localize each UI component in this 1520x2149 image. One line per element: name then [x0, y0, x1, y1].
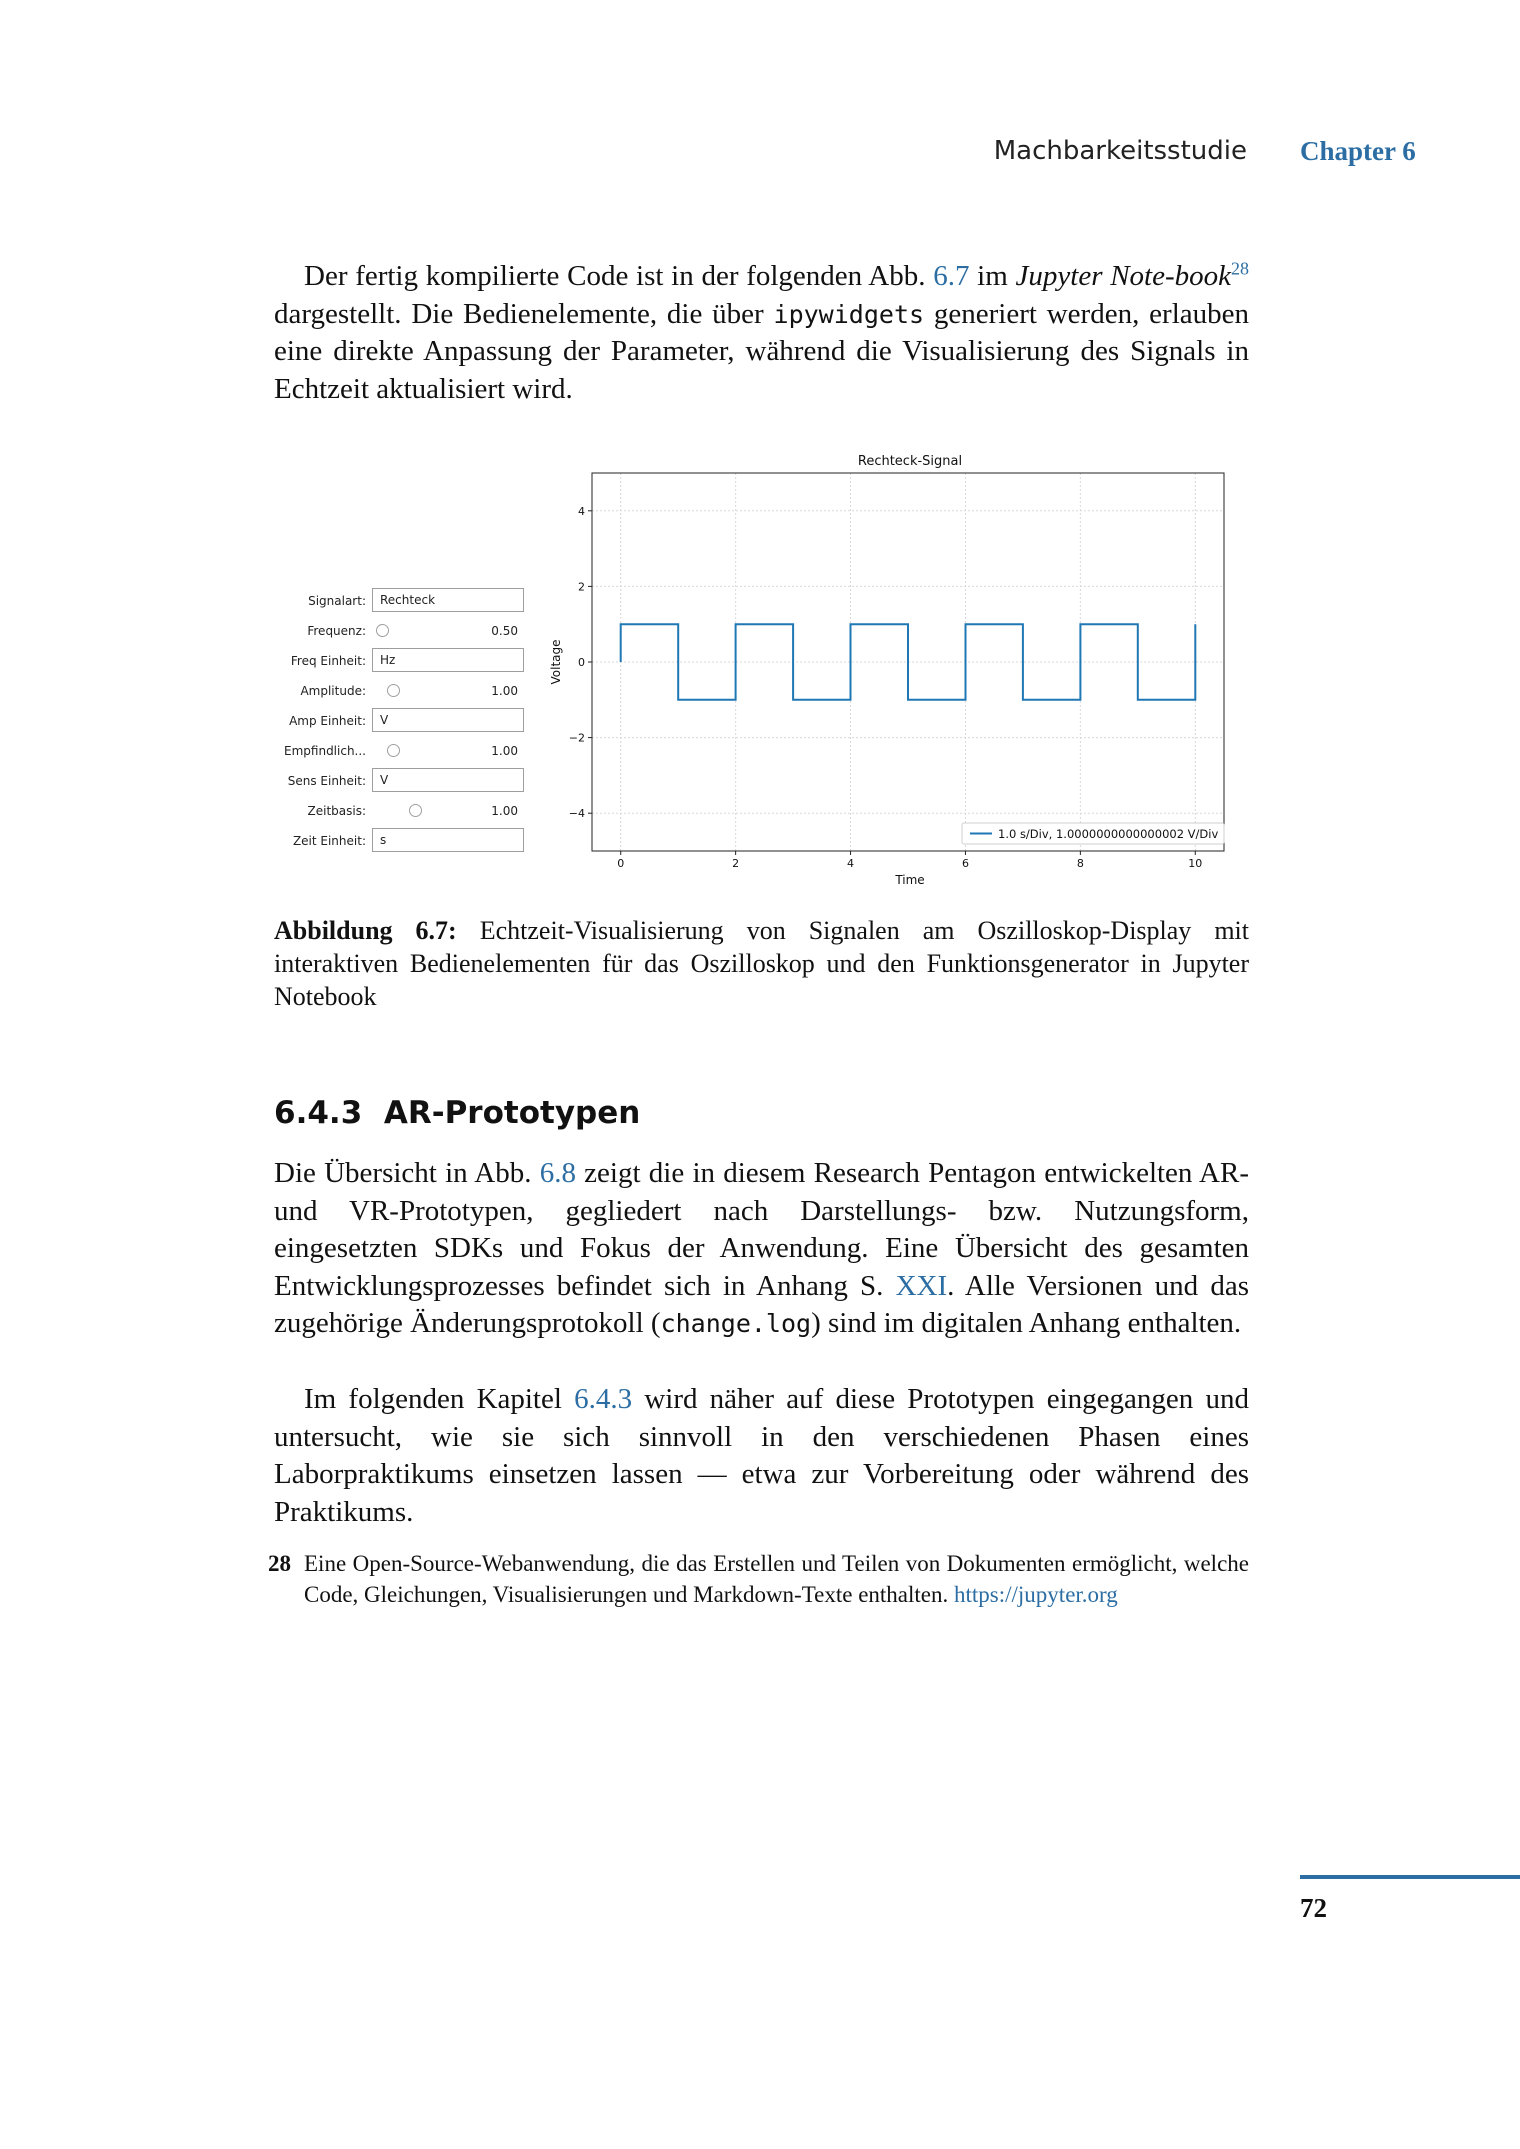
section-title: AR-Prototypen [383, 1095, 641, 1131]
slider-value: 1.00 [491, 744, 518, 758]
widget-row [274, 798, 534, 824]
widget-row [274, 648, 534, 674]
widget-slider[interactable] [372, 738, 524, 762]
y-tick-label: 2 [578, 580, 585, 594]
widget-text-input[interactable]: Rechteck [372, 588, 524, 612]
code-ipywidgets: ipywidgets [773, 299, 925, 329]
figure-caption [274, 914, 1249, 1013]
running-header-chapter: Chapter 6 [1300, 136, 1416, 166]
x-tick-label: 6 [961, 857, 969, 870]
widget-slider[interactable] [372, 798, 524, 822]
chart-xlabel: Time [895, 873, 925, 887]
chart-title: Rechteck-Signal [857, 454, 963, 469]
figure-ref-6-8[interactable]: 6.8 [539, 1157, 576, 1189]
footnote-28 [268, 1548, 1249, 1610]
tick-layer [569, 505, 1202, 870]
para1-text-3: dargestellt. Die Bedienelemente, die über [274, 297, 774, 330]
footnote-text: Eine Open-Source-Webanwendung, die das Erstellen und Teilen von Dokumenten ermöglicht, welche Code, Gleichungen, Visualisierungen und Markdown-Texte enthalten. [304, 1551, 1249, 1607]
widget-label: Amp Einheit: [289, 714, 366, 728]
widget-row [274, 828, 534, 854]
widget-label: Empfindlich... [284, 744, 366, 758]
widget-label: Zeitbasis: [307, 804, 366, 818]
footnote-url-link[interactable]: https://jupyter.org [954, 1582, 1118, 1607]
widget-panel [274, 588, 534, 858]
slider-value: 0.50 [491, 624, 518, 638]
legend-entry: 1.0 s/Div, 1.0000000000000002 V/Div [998, 827, 1219, 841]
slider-handle[interactable] [387, 684, 400, 697]
x-tick-label: 0 [617, 857, 625, 870]
paragraph-next-chapter [274, 1381, 1249, 1531]
x-tick-label: 8 [1076, 857, 1084, 870]
section-heading [274, 1095, 640, 1131]
para3-text-1: Im folgenden Kapitel [304, 1383, 575, 1415]
widget-label: Sens Einheit: [287, 774, 366, 788]
para1-text-4: generiert werden, erlauben eine direkte Anpassung der Parameter, während die Visualisierung des Signals in Echtzeit aktualisiert wird. [274, 297, 1249, 405]
widget-row [274, 678, 534, 704]
y-tick-label: −2 [568, 731, 585, 745]
para2-text-2: zeigt die in diesem Research Pentagon entwickelten AR- und VR-Prototypen, gegliedert nach Darstellungs- bzw. Nutzungsform, eingesetzten SDKs und Fokus der Anwendung. Eine Übersicht des gesamten Entwicklungsprozesses befindet sich in Anhang S. [274, 1157, 1250, 1302]
widget-row [274, 708, 534, 734]
widget-label: Signalart: [308, 594, 366, 608]
x-tick-label: 2 [732, 857, 740, 870]
slider-handle[interactable] [376, 624, 389, 637]
footnote-number: 28 [268, 1551, 291, 1576]
para1-text-2: im [969, 260, 1016, 292]
widget-label: Freq Einheit: [290, 654, 366, 668]
oscilloscope-chart [540, 452, 1240, 897]
widget-slider[interactable] [372, 618, 524, 642]
chart-svg [540, 452, 1240, 897]
para1-text-1: Der fertig kompilierte Code ist in der folgenden Abb. [304, 260, 934, 292]
appendix-ref-xxi[interactable]: XXI [895, 1269, 948, 1302]
y-tick-label: 4 [578, 504, 585, 518]
widget-row [274, 618, 534, 644]
para2-text-1: Die Übersicht in Abb. [274, 1157, 540, 1189]
para2-text-3: . Alle Versionen und das zugehörige Änderungsprotokoll ( [274, 1269, 1249, 1340]
widget-text-input[interactable]: V [372, 768, 524, 792]
slider-handle[interactable] [409, 804, 422, 817]
para2-text-4: ) sind im digitalen Anhang enthalten. [811, 1307, 1242, 1340]
widget-row [274, 768, 534, 794]
x-tick-label: 10 [1188, 857, 1203, 870]
widget-text-input[interactable]: V [372, 708, 524, 732]
caption-label: Abbildung 6.7: [274, 916, 457, 945]
widget-text-input[interactable]: Hz [372, 648, 524, 672]
page-number: 72 [1300, 1893, 1327, 1923]
jupyter-notebook-term: Jupyter Note-book [1015, 260, 1231, 292]
x-tick-label: 4 [847, 857, 855, 870]
footer-rule [1300, 1875, 1520, 1879]
widget-slider[interactable] [372, 678, 524, 702]
slider-value: 1.00 [491, 804, 518, 818]
slider-value: 1.00 [491, 684, 518, 698]
figure-ref-6-7[interactable]: 6.7 [933, 260, 970, 292]
chart-ylabel: Voltage [549, 639, 563, 685]
para3-text-2: wird näher auf diese Prototypen eingegangen und untersucht, wie sie sich sinnvoll in den verschiedenen Phasen eines Laborpraktikums einsetzen lassen — etwa zur Vorbereitung oder während des Praktikums. [274, 1383, 1249, 1528]
chart-legend [962, 823, 1224, 844]
paragraph-intro [274, 258, 1249, 408]
widget-label: Zeit Einheit: [292, 834, 366, 848]
footnote-ref-28[interactable]: 28 [1231, 258, 1249, 279]
caption-text: Echtzeit-Visualisierung von Signalen am Oszilloskop-Display mit interaktiven Bedienelementen für das Oszilloskop und den Funktionsgenerator in Jupyter Notebook [274, 916, 1249, 1011]
footnote-body [304, 1548, 1249, 1610]
paragraph-overview [274, 1155, 1249, 1343]
widget-row [274, 588, 534, 614]
y-tick-label: −4 [568, 807, 585, 821]
section-number: 6.4.3 [274, 1095, 363, 1131]
section-ref-6-4-3[interactable]: 6.4.3 [574, 1383, 633, 1415]
widget-row [274, 738, 534, 764]
code-change-log: change.log [660, 1309, 812, 1339]
widget-label: Amplitude: [300, 684, 366, 698]
slider-handle[interactable] [387, 744, 400, 757]
widget-text-input[interactable]: s [372, 828, 524, 852]
running-header-title: Machbarkeitsstudie [993, 136, 1247, 166]
widget-label: Frequenz: [307, 624, 366, 638]
y-tick-label: 0 [578, 656, 585, 669]
